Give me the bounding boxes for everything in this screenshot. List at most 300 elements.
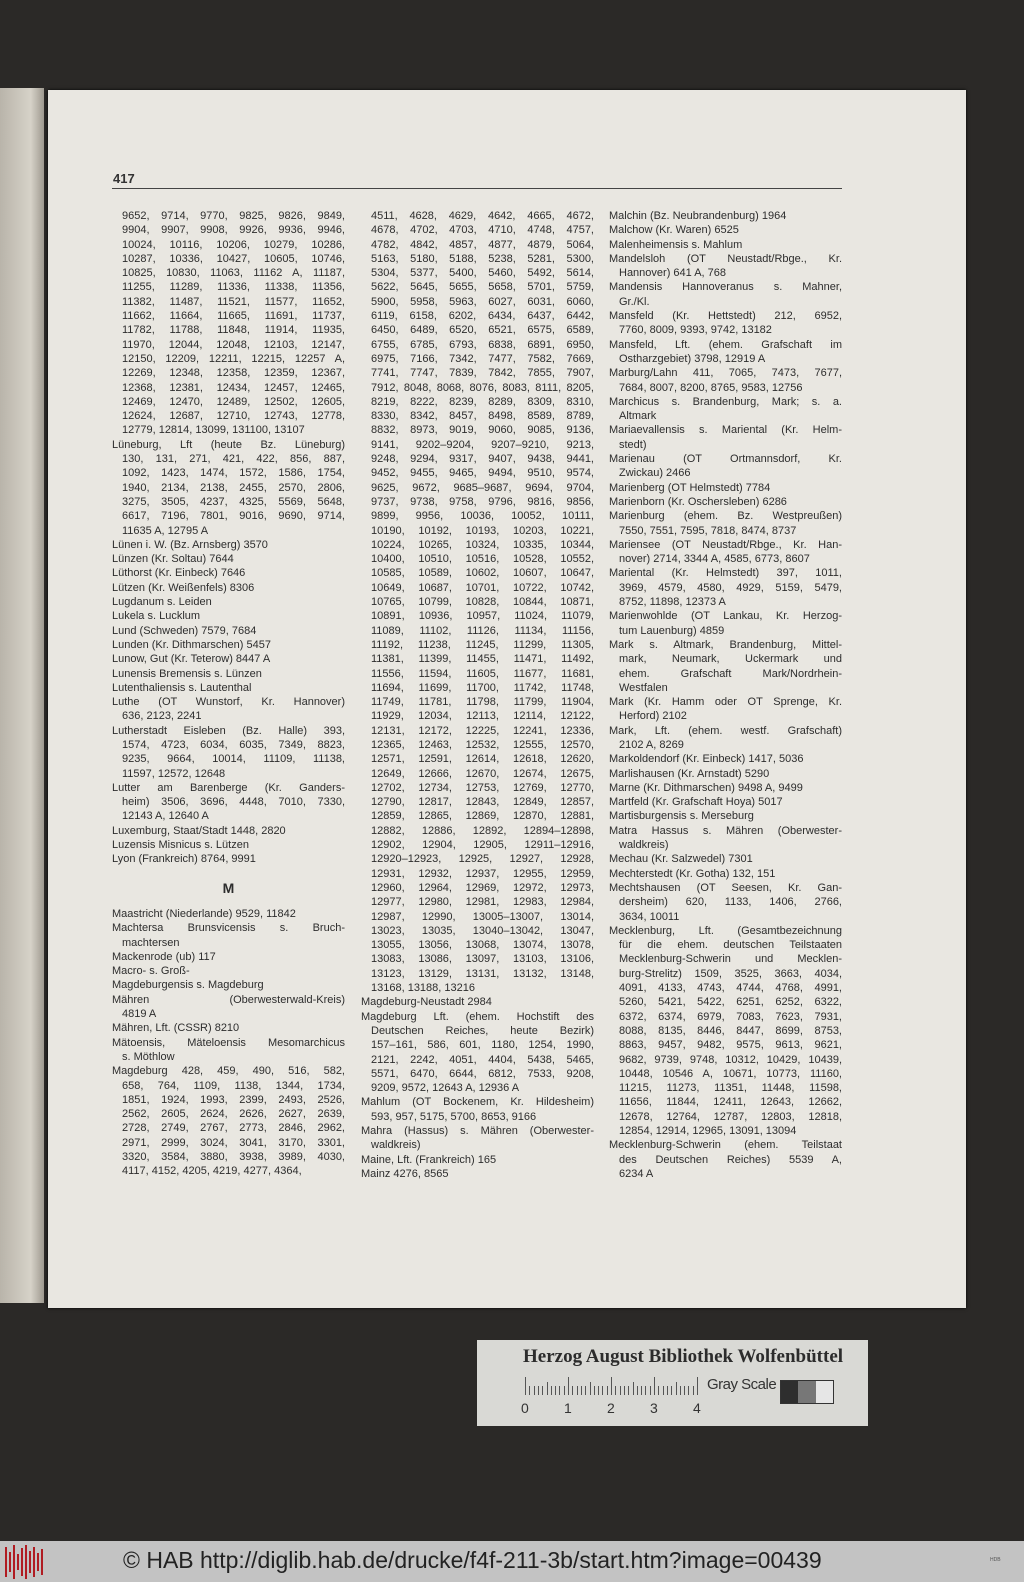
ruler-tick: [602, 1386, 603, 1395]
entry-line: Matra Hassus s. Mähren (Oberwester-: [609, 824, 842, 837]
entry-line: Macro- s. Groß-: [112, 965, 190, 978]
entry-line: 11656, 11844, 12411, 12643, 12662,: [619, 1096, 842, 1109]
entry-line: 13123, 13129, 13131, 13132, 13148,: [371, 967, 594, 980]
entry-line: 12624, 12687, 12710, 12743, 12778,: [122, 410, 345, 423]
entry-line: Mahlum (OT Bockenem, Kr. Hildesheim): [361, 1096, 594, 1109]
index-entry: [112, 438, 345, 538]
entry-line: 8832, 8973, 9019, 9060, 9085, 9136,: [371, 424, 594, 437]
entry-line: Magdeburg-Neustadt 2984: [361, 996, 492, 1009]
entry-line: 4117, 4152, 4205, 4219, 4277, 4364,: [122, 1165, 302, 1178]
entry-line: Lugdanum s. Leiden: [112, 596, 212, 609]
entry-line: Markoldendorf (Kr. Einbeck) 1417, 5036: [609, 753, 804, 766]
entry-line: 2971, 2999, 3024, 3041, 3170, 3301,: [122, 1136, 345, 1149]
index-entry: [112, 624, 345, 638]
entry-line: 8330, 8342, 8457, 8498, 8589, 8789,: [371, 410, 594, 423]
ruler-number: 0: [521, 1400, 529, 1416]
entry-line: Mechau (Kr. Salzwedel) 7301: [609, 853, 753, 866]
gray-swatch: [781, 1381, 798, 1403]
index-entry: [112, 921, 345, 950]
entry-line: Lüthorst (Kr. Einbeck) 7646: [112, 567, 246, 580]
index-entry: [112, 552, 345, 566]
ruler-tick: [564, 1386, 565, 1395]
entry-line: ehem. Grafschaft Mark/Nordrhein-: [619, 667, 842, 680]
ruler-tick: [671, 1386, 672, 1395]
entry-line: 3634, 10011: [619, 910, 680, 923]
index-entry: [609, 495, 842, 509]
hab-logo-icon: [5, 1545, 45, 1579]
entry-line: 5571, 6470, 6644, 6812, 7533, 9208,: [371, 1067, 594, 1080]
entry-line: Mandelsloh (OT Neustadt/Rbge., Kr.: [609, 252, 842, 265]
ruler-tick: [615, 1386, 616, 1395]
ruler-tick: [633, 1382, 634, 1395]
entry-line: Lyon (Frankreich) 8764, 9991: [112, 853, 256, 866]
entry-line: Mackenrode (ub) 117: [112, 950, 216, 963]
entry-line: 593, 957, 5175, 5700, 8653, 9166: [371, 1110, 537, 1123]
entry-line: tum Lauenburg) 4859: [619, 624, 725, 637]
index-entry: [112, 1021, 345, 1035]
entry-line: Lukela s. Lucklum: [112, 610, 201, 623]
entry-line: 11635 A, 12795 A: [122, 524, 209, 537]
entry-line: Zwickau) 2466: [619, 467, 691, 480]
ruler-tick: [525, 1377, 526, 1395]
index-entry: [361, 995, 594, 1009]
index-entry: [609, 309, 842, 338]
ruler-tick: [577, 1386, 578, 1395]
entry-line: Marienburg (ehem. Bz. Westpreußen): [609, 510, 842, 523]
entry-line: 9652, 9714, 9770, 9825, 9826, 9849,: [122, 210, 345, 222]
entry-line: 4819 A: [122, 1008, 157, 1021]
entry-line: Lunow, Gut (Kr. Teterow) 8447 A: [112, 653, 271, 666]
entry-line: 10585, 10589, 10602, 10607, 10647,: [371, 567, 594, 580]
entry-line: 10190, 10192, 10193, 10203, 10221,: [371, 524, 594, 537]
entry-line: Lunensis Bremensis s. Lünzen: [112, 667, 262, 680]
ruler-tick: [697, 1377, 698, 1395]
index-entry: [609, 638, 842, 695]
index-entry: [112, 538, 345, 552]
entry-line: 11381, 11399, 11455, 11471, 11492,: [371, 653, 594, 666]
index-entry: [112, 667, 345, 681]
ruler-tick: [650, 1386, 651, 1395]
entry-line: Mark s. Altmark, Brandenburg, Mittel-: [609, 638, 842, 651]
entry-line: Lutter am Barenberge (Kr. Ganders-: [112, 781, 345, 794]
index-entry: [609, 609, 842, 638]
entry-line: 6975, 7166, 7342, 7477, 7582, 7669,: [371, 352, 594, 365]
entry-line: Lünzen (Kr. Soltau) 7644: [112, 553, 234, 566]
entry-line: 10825, 10830, 11063, 11162 A, 11187,: [122, 267, 345, 280]
entry-line: Luxemburg, Staat/Stadt 1448, 2820: [112, 824, 286, 837]
index-entry: [112, 609, 345, 623]
index-entry: [609, 509, 842, 538]
entry-line: 7550, 7551, 7595, 7818, 8474, 8737: [619, 524, 797, 537]
ruler-tick: [585, 1386, 586, 1395]
entry-line: Marienberg (OT Helmstedt) 7784: [609, 481, 771, 494]
entry-line: 3969, 4579, 4580, 4929, 5159, 5479,: [619, 581, 842, 594]
entry-line: 12368, 12381, 12434, 12457, 12465,: [122, 381, 345, 394]
entry-line: 3320, 3584, 3880, 3938, 3989, 4030,: [122, 1151, 345, 1163]
entry-line: Westfalen: [619, 681, 668, 694]
entry-line: 2102 A, 8269: [619, 738, 684, 751]
entry-line: 11382, 11487, 11521, 11577, 11652,: [122, 295, 345, 308]
entry-line: 13023, 13035, 13040–13042, 13047,: [371, 924, 594, 937]
entry-line: 12702, 12734, 12753, 12769, 12770,: [371, 781, 594, 794]
index-entry: [112, 595, 345, 609]
index-entry: [112, 978, 345, 992]
entry-line: 11556, 11594, 11605, 11677, 11681,: [371, 667, 594, 680]
ruler-tick: [658, 1386, 659, 1395]
entry-line: Mechterstedt (Kr. Gotha) 132, 151: [609, 867, 776, 880]
index-entry: [112, 950, 345, 964]
index-entry: [361, 1124, 594, 1153]
entry-line: Mähren, Lft. (CSSR) 8210: [112, 1022, 240, 1035]
entry-line: 2121, 2242, 4051, 4404, 5438, 5465,: [371, 1053, 594, 1066]
entry-line: 11662, 11664, 11665, 11691, 11737,: [122, 310, 345, 323]
entry-line: des Deutschen Reiches) 5539 A,: [619, 1153, 842, 1166]
index-entry: [112, 838, 345, 852]
entry-line: 130, 131, 271, 421, 422, 856, 887,: [122, 453, 345, 466]
entry-line: 5622, 5645, 5655, 5658, 5701, 5759,: [371, 281, 594, 294]
entry-line: 3275, 3505, 4237, 4325, 5569, 5648,: [122, 495, 345, 508]
index-entry: [609, 538, 842, 567]
entry-line: 7912, 8048, 8068, 8076, 8083, 8111, 8205,: [371, 381, 594, 394]
entry-line: 2562, 2605, 2624, 2626, 2627, 2639,: [122, 1108, 345, 1121]
entry-line: Mechtshausen (OT Seesen, Kr. Gan-: [609, 881, 842, 894]
ruler-tick: [542, 1386, 543, 1395]
ruler-tick: [645, 1386, 646, 1395]
page-number: 417: [113, 171, 135, 186]
entry-line: waldkreis): [619, 839, 669, 852]
index-entry: [609, 223, 842, 237]
index-entry: [609, 566, 842, 609]
entry-line: Magdeburg Lft. (ehem. Hochstift des: [361, 1010, 594, 1023]
ruler-tick: [628, 1386, 629, 1395]
ruler-tick: [555, 1386, 556, 1395]
index-entry: [112, 1064, 345, 1178]
entry-line: 1092, 1423, 1474, 1572, 1586, 1754,: [122, 467, 345, 480]
entry-line: heim) 3506, 3696, 4448, 7010, 7330,: [122, 796, 345, 809]
entry-line: Herford) 2102: [619, 710, 687, 723]
entry-line: 9625, 9672, 9685–9687, 9694, 9704,: [371, 481, 594, 494]
entry-line: 6450, 6489, 6520, 6521, 6575, 6589,: [371, 324, 594, 337]
entry-line: 9248, 9294, 9317, 9407, 9438, 9441,: [371, 453, 594, 466]
index-entry: [112, 907, 345, 921]
gray-scale-swatches: [780, 1380, 834, 1404]
entry-line: 12469, 12470, 12489, 12502, 12605,: [122, 395, 345, 408]
entry-line: 12150, 12209, 12211, 12215, 12257 A,: [122, 352, 345, 365]
index-entry: [112, 1036, 345, 1065]
gray-scale-label: Gray Scale: [707, 1376, 777, 1393]
entry-line: Malchin (Bz. Neubrandenburg) 1964: [609, 210, 787, 222]
entry-line: 12931, 12932, 12937, 12955, 12959,: [371, 867, 594, 880]
entry-line: Mahra (Hassus) s. Mähren (Oberwester-: [361, 1125, 594, 1137]
index-column-1: [112, 209, 345, 1179]
index-column-2: [361, 209, 594, 1181]
entry-line: Lund (Schweden) 7579, 7684: [112, 624, 257, 637]
entry-line: Gr./Kl.: [619, 295, 650, 308]
entry-line: 12779, 12814, 13099, 131100, 13107: [122, 424, 305, 437]
copyright-url[interactable]: © HAB http://diglib.hab.de/drucke/f4f-211-3b/start.htm?image=00439: [123, 1547, 822, 1573]
entry-line: 9904, 9907, 9908, 9926, 9936, 9946,: [122, 224, 345, 237]
entry-line: 12920–12923, 12925, 12927, 12928,: [371, 853, 594, 866]
entry-line: Lutenthaliensis s. Lautenthal: [112, 681, 252, 694]
index-entry: [609, 767, 842, 781]
entry-line: 6755, 6785, 6793, 6838, 6891, 6950,: [371, 338, 594, 351]
ruler-tick: [680, 1386, 681, 1395]
entry-line: 9141, 9202–9204, 9207–9210, 9213,: [371, 438, 594, 451]
index-entry: [609, 924, 842, 1138]
ruler-tick: [676, 1382, 677, 1395]
entry-line: Altmark: [619, 410, 657, 423]
ruler-tick: [581, 1386, 582, 1395]
ruler-tick: [611, 1377, 612, 1395]
section-heading: M: [222, 879, 235, 896]
gray-swatch: [816, 1381, 833, 1403]
entry-line: Lunden (Kr. Dithmarschen) 5457: [112, 638, 271, 651]
entry-line: 8219, 8222, 8239, 8289, 8309, 8310,: [371, 395, 594, 408]
entry-line: Lutherstadt Eisleben (Bz. Halle) 393,: [112, 724, 345, 737]
ruler-tick: [547, 1382, 548, 1395]
entry-line: Magdeburg 428, 459, 490, 516, 582,: [112, 1065, 345, 1078]
entry-line: 11694, 11699, 11700, 11742, 11748,: [371, 681, 594, 694]
entry-line: 10891, 10936, 10957, 11024, 11079,: [371, 610, 594, 623]
index-entry: [609, 752, 842, 766]
entry-line: Marne (Kr. Dithmarschen) 9498 A, 9499: [609, 781, 803, 794]
entry-line: 12790, 12817, 12843, 12849, 12857,: [371, 796, 594, 809]
entry-line: 11255, 11289, 11336, 11338, 11356,: [122, 281, 345, 294]
entry-line: Mainz 4276, 8565: [361, 1167, 449, 1180]
index-entry: [112, 964, 345, 978]
entry-line: 12131, 12172, 12225, 12241, 12336,: [371, 724, 594, 737]
entry-line: 10400, 10510, 10516, 10528, 10552,: [371, 553, 594, 566]
entry-line: 4782, 4842, 4857, 4877, 4879, 5064,: [371, 238, 594, 251]
index-column-3: [609, 209, 842, 1181]
ruler-tick: [684, 1386, 685, 1395]
entry-line: 4678, 4702, 4703, 4710, 4748, 4757,: [371, 224, 594, 237]
entry-line: Lützen (Kr. Weißenfels) 8306: [112, 581, 255, 594]
index-entry: [609, 795, 842, 809]
entry-line: 4511, 4628, 4629, 4642, 4665, 4672,: [371, 210, 594, 222]
index-entry: [609, 338, 842, 367]
entry-line: 6234 A: [619, 1167, 654, 1180]
previous-page-edge: [0, 88, 44, 1303]
entry-line: 8088, 8135, 8446, 8447, 8699, 8753,: [619, 1024, 842, 1037]
entry-line: 13168, 13188, 13216: [371, 982, 475, 995]
entry-line: 13055, 13056, 13068, 13074, 13078,: [371, 939, 594, 952]
index-entry: [609, 252, 842, 281]
entry-line: 12882, 12886, 12892, 12894–12898,: [371, 824, 594, 837]
entry-line: Marlishausen (Kr. Arnstadt) 5290: [609, 767, 770, 780]
ruler-tick: [693, 1386, 694, 1395]
index-entry: [112, 993, 345, 1022]
ruler-tick: [654, 1377, 655, 1395]
index-entry: [609, 423, 842, 452]
entry-line: mark, Neumark, Uckermark und: [619, 653, 842, 666]
index-entry: [609, 395, 842, 424]
entry-line: 9737, 9738, 9758, 9796, 9816, 9856,: [371, 495, 594, 508]
entry-line: 12977, 12980, 12981, 12983, 12984,: [371, 896, 594, 909]
entry-line: Luzensis Misnicus s. Lützen: [112, 839, 249, 852]
entry-line: Malenheimensis s. Mahlum: [609, 238, 743, 251]
entry-line: 1851, 1924, 1993, 2399, 2493, 2526,: [122, 1093, 345, 1106]
entry-line: nover) 2714, 3344 A, 4585, 6773, 8607: [619, 553, 810, 566]
index-entry: [112, 681, 345, 695]
entry-line: 11929, 12034, 12113, 12114, 12122,: [371, 710, 594, 723]
entry-line: Martfeld (Kr. Grafschaft Hoya) 5017: [609, 796, 783, 809]
ruler-tick: [534, 1386, 535, 1395]
entry-line: 10224, 10265, 10324, 10335, 10344,: [371, 538, 594, 551]
scale-ruler: [525, 1377, 697, 1395]
entry-line: 5304, 5377, 5400, 5460, 5492, 5614,: [371, 267, 594, 280]
ruler-tick: [598, 1386, 599, 1395]
footer-mark: HDB: [990, 1557, 1001, 1563]
entry-line: Mark, Lft. (ehem. westf. Grafschaft): [609, 724, 842, 737]
entry-line: 11782, 11788, 11848, 11914, 11935,: [122, 324, 345, 337]
entry-line: 8863, 9457, 9482, 9575, 9613, 9621,: [619, 1039, 842, 1052]
entry-line: 5260, 5421, 5422, 6251, 6252, 6322,: [619, 996, 842, 1009]
entry-line: 636, 2123, 2241: [122, 710, 202, 723]
entry-line: Mecklenburg-Schwerin (ehem. Teilstaat: [609, 1139, 842, 1152]
entry-line: Mähren (Oberwesterwald-Kreis): [112, 993, 345, 1006]
index-entry: [609, 824, 842, 853]
library-name: Herzog August Bibliothek Wolfenbüttel: [523, 1346, 844, 1367]
entry-line: 9452, 9455, 9465, 9494, 9510, 9574,: [371, 467, 594, 480]
entry-line: machtersen: [122, 936, 180, 949]
entry-line: 1574, 4723, 6034, 6035, 7349, 8823,: [122, 738, 345, 751]
index-entry: [361, 1167, 594, 1181]
entry-line: 12859, 12865, 12869, 12870, 12881,: [371, 810, 594, 823]
index-entry: [609, 881, 842, 924]
ruler-tick: [667, 1386, 668, 1395]
entry-line: Marchicus s. Brandenburg, Mark; s. a.: [609, 395, 842, 408]
ruler-tick: [568, 1377, 569, 1395]
gray-swatch: [798, 1381, 815, 1403]
index-entry: [609, 481, 842, 495]
entry-line: 11192, 11238, 11245, 11299, 11305,: [371, 638, 594, 651]
entry-line: 5163, 5180, 5188, 5238, 5281, 5300,: [371, 252, 594, 265]
entry-line: Maine, Lft. (Frankreich) 165: [361, 1153, 497, 1166]
index-entry: [112, 638, 345, 652]
entry-line: 6372, 6374, 6979, 7083, 7623, 7931,: [619, 1010, 842, 1023]
ruler-number: 1: [564, 1400, 572, 1416]
entry-line: 13083, 13086, 13097, 13103, 13106,: [371, 953, 594, 966]
entry-line: Mansfeld, Lft. (ehem. Grafschaft im: [609, 338, 842, 351]
entry-line: Machtersa Brunsvicensis s. Bruch-: [112, 922, 345, 935]
index-entry: [112, 824, 345, 838]
ruler-tick: [641, 1386, 642, 1395]
header-rule: [112, 188, 842, 189]
ruler-tick: [607, 1386, 608, 1395]
entry-line: Luthe (OT Wunstorf, Kr. Hannover): [112, 696, 345, 709]
entry-line: 10649, 10687, 10701, 10722, 10742,: [371, 581, 594, 594]
entry-line: 7760, 8009, 9393, 9742, 13182: [619, 324, 772, 337]
ruler-number: 2: [607, 1400, 615, 1416]
index-entry: [112, 566, 345, 580]
ruler-tick: [637, 1386, 638, 1395]
entry-line: 11749, 11781, 11798, 11799, 11904,: [371, 696, 594, 709]
entry-line: 658, 764, 1109, 1138, 1344, 1734,: [122, 1079, 345, 1092]
index-entry: [112, 209, 345, 438]
index-entry: [609, 280, 842, 309]
entry-line: Marienau (OT Ortmannsdorf, Kr.: [609, 453, 842, 466]
entry-line: Mecklenburg, Lft. (Gesamtbezeichnung: [609, 924, 842, 937]
entry-line: 8752, 11898, 12373 A: [619, 596, 726, 609]
entry-line: 6617, 7196, 7801, 9016, 9690, 9714,: [122, 510, 345, 523]
ruler-tick: [620, 1386, 621, 1395]
ruler-tick: [590, 1382, 591, 1395]
color-calibration-card: [477, 1340, 868, 1426]
entry-line: Lünen i. W. (Bz. Arnsberg) 3570: [112, 538, 268, 551]
entry-line: 11970, 12044, 12048, 12103, 12147,: [122, 338, 345, 351]
entry-line: Deutschen Reiches, heute Bezirk): [371, 1024, 594, 1037]
index-entry: [112, 781, 345, 824]
entry-line: Hannover) 641 A, 768: [619, 267, 727, 280]
ruler-tick: [688, 1386, 689, 1395]
ruler-tick: [559, 1386, 560, 1395]
index-entry: [361, 209, 594, 995]
index-entry: [609, 852, 842, 866]
entry-line: Mecklenburg-Schwerin und Mecklen-: [619, 953, 842, 966]
entry-line: Mariental (Kr. Helmstedt) 397, 1011,: [609, 567, 842, 580]
entry-line: waldkreis): [371, 1139, 421, 1152]
entry-line: Mätoensis, Mäteloensis Mesomarchicus: [112, 1036, 345, 1049]
entry-line: 7741, 7747, 7839, 7842, 7855, 7907,: [371, 367, 594, 380]
entry-line: 10024, 10116, 10206, 10279, 10286,: [122, 238, 345, 251]
index-entry: [361, 1095, 594, 1124]
entry-line: Mark (Kr. Hamm oder OT Sprenge, Kr.: [609, 696, 842, 709]
index-entry: [609, 1138, 842, 1181]
entry-line: 10448, 10546 A, 10671, 10773, 11160,: [619, 1067, 842, 1080]
entry-line: 4091, 4133, 4743, 4744, 4768, 4991,: [619, 982, 842, 995]
index-entry: [609, 238, 842, 252]
entry-line: Maastricht (Niederlande) 9529, 11842: [112, 907, 296, 920]
entry-line: dersheim) 620, 1133, 1406, 2766,: [619, 896, 842, 909]
index-entry: [609, 452, 842, 481]
ruler-number: 4: [693, 1400, 701, 1416]
index-entry: [112, 852, 345, 866]
entry-line: 12854, 12914, 12965, 13091, 13094: [619, 1125, 797, 1137]
entry-line: Mariensee (OT Neustadt/Rbge., Kr. Han-: [609, 538, 842, 551]
entry-line: 1940, 2134, 2138, 2455, 2570, 2806,: [122, 481, 345, 494]
index-entry: [609, 366, 842, 395]
index-entry: [361, 1153, 594, 1167]
entry-line: Marienwohlde (OT Lankau, Kr. Herzog-: [609, 610, 842, 623]
entry-line: Martisburgensis s. Merseburg: [609, 810, 754, 823]
index-entry: [609, 781, 842, 795]
ruler-tick: [551, 1386, 552, 1395]
entry-line: 11089, 11102, 11126, 11134, 11156,: [371, 624, 594, 637]
entry-line: 5900, 5958, 5963, 6027, 6031, 6060,: [371, 295, 594, 308]
entry-line: Mansfeld (Kr. Hettstedt) 212, 6952,: [609, 310, 842, 323]
entry-line: Mariaevallensis s. Mariental (Kr. Helm-: [609, 424, 842, 437]
entry-line: 12649, 12666, 12670, 12674, 12675,: [371, 767, 594, 780]
entry-line: burg-Strelitz) 1509, 3525, 3663, 4034,: [619, 967, 842, 980]
index-entry: [609, 695, 842, 724]
entry-line: 12365, 12463, 12532, 12555, 12570,: [371, 738, 594, 751]
entry-line: 12571, 12591, 12614, 12618, 12620,: [371, 753, 594, 766]
entry-line: für die ehem. deutschen Teilstaaten: [619, 939, 842, 952]
index-entry: [112, 695, 345, 724]
index-entry: [609, 809, 842, 823]
ruler-tick: [663, 1386, 664, 1395]
footer-bar: [0, 1541, 1024, 1582]
ruler-tick: [624, 1386, 625, 1395]
index-entry: [112, 724, 345, 781]
entry-line: Marburg/Lahn 411, 7065, 7473, 7677,: [609, 367, 842, 380]
entry-line: 12143 A, 12640 A: [122, 810, 209, 823]
index-entry: [361, 1010, 594, 1096]
entry-line: 9235, 9664, 10014, 11109, 11138,: [122, 753, 345, 766]
index-entry: [609, 209, 842, 223]
entry-line: 7684, 8007, 8200, 8765, 9583, 12756: [619, 381, 803, 394]
